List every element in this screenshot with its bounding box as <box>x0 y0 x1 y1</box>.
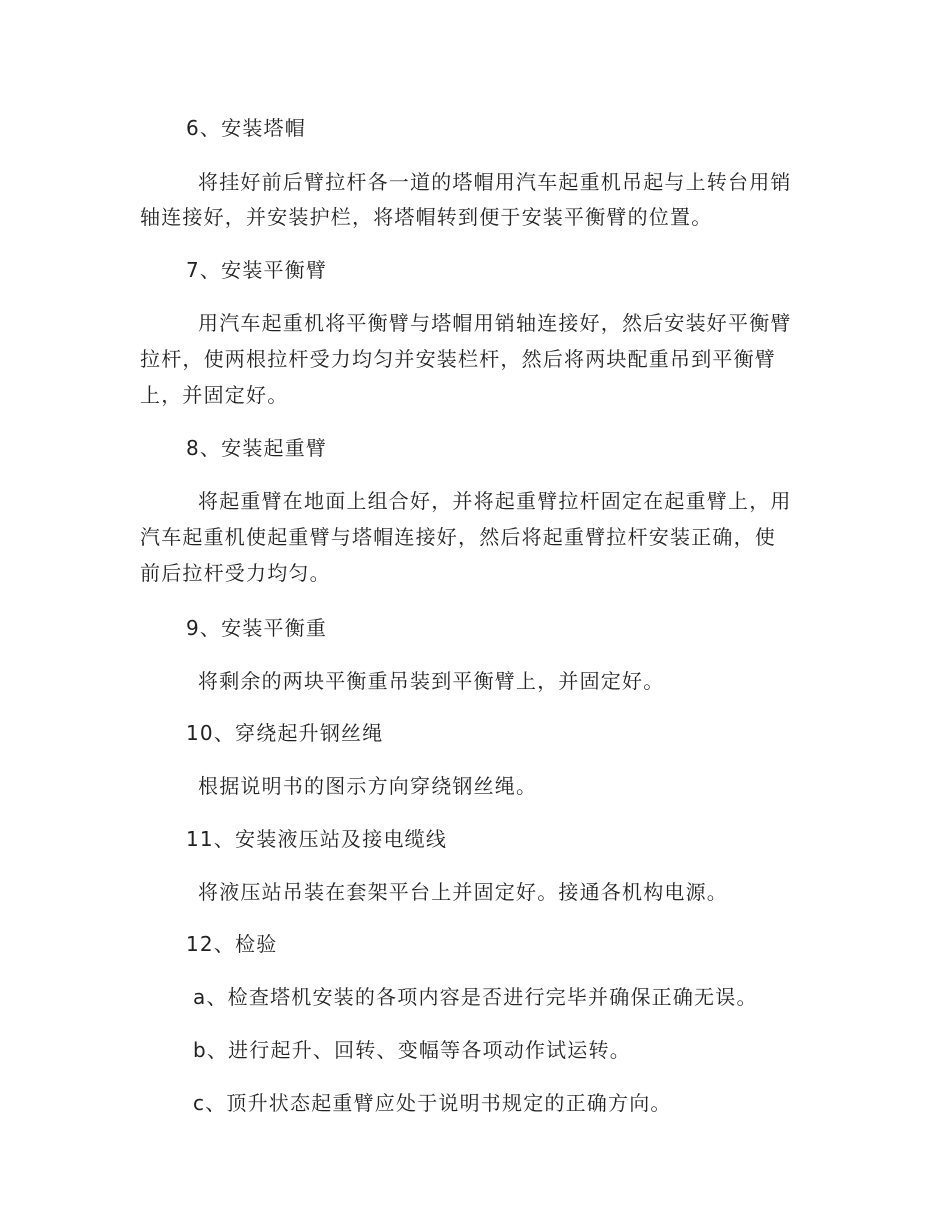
section-heading-8: 8、安装起重臂 <box>186 436 328 460</box>
paragraph-line: 将液压站吊装在套架平台上并固定好。接通各机构电源。 <box>198 880 728 904</box>
paragraph-line: 上，并固定好。 <box>140 383 289 407</box>
section-heading-6: 6、安装塔帽 <box>186 116 306 140</box>
checklist-item-c: c、顶升状态起重臂应处于说明书规定的正确方向。 <box>193 1091 672 1115</box>
section-heading-7: 7、安装平衡臂 <box>186 258 328 282</box>
section-heading-12: 12、检验 <box>186 932 278 956</box>
checklist-item-a: a、检查塔机安装的各项内容是否进行完毕并确保正确无误。 <box>193 985 758 1009</box>
paragraph-line: 前后拉杆受力均匀。 <box>140 561 331 585</box>
paragraph-line: 汽车起重机使起重臂与塔帽连接好，然后将起重臂拉杆安装正确，使 <box>140 525 776 549</box>
section-heading-9: 9、安装平衡重 <box>186 616 328 640</box>
section-heading-10: 10、穿绕起升钢丝绳 <box>186 721 384 745</box>
paragraph-line: 将起重臂在地面上组合好，并将起重臂拉杆固定在起重臂上，用 <box>198 489 792 513</box>
paragraph-line: 轴连接好，并安装护栏，将塔帽转到便于安装平衡臂的位置。 <box>140 205 713 229</box>
paragraph-line: 将挂好前后臂拉杆各一道的塔帽用汽车起重机吊起与上转台用销 <box>198 170 792 194</box>
paragraph-line: 根据说明书的图示方向穿绕钢丝绳。 <box>198 774 538 798</box>
section-heading-11: 11、安装液压站及接电缆线 <box>186 827 448 851</box>
paragraph-line: 拉杆，使两根拉杆受力均匀并安装栏杆，然后将两块配重吊到平衡臂 <box>140 347 776 371</box>
checklist-item-b: b、进行起升、回转、变幅等各项动作试运转。 <box>193 1038 631 1062</box>
paragraph-line: 将剩余的两块平衡重吊装到平衡臂上，并固定好。 <box>198 669 665 693</box>
paragraph-line: 用汽车起重机将平衡臂与塔帽用销轴连接好，然后安装好平衡臂 <box>198 311 792 335</box>
